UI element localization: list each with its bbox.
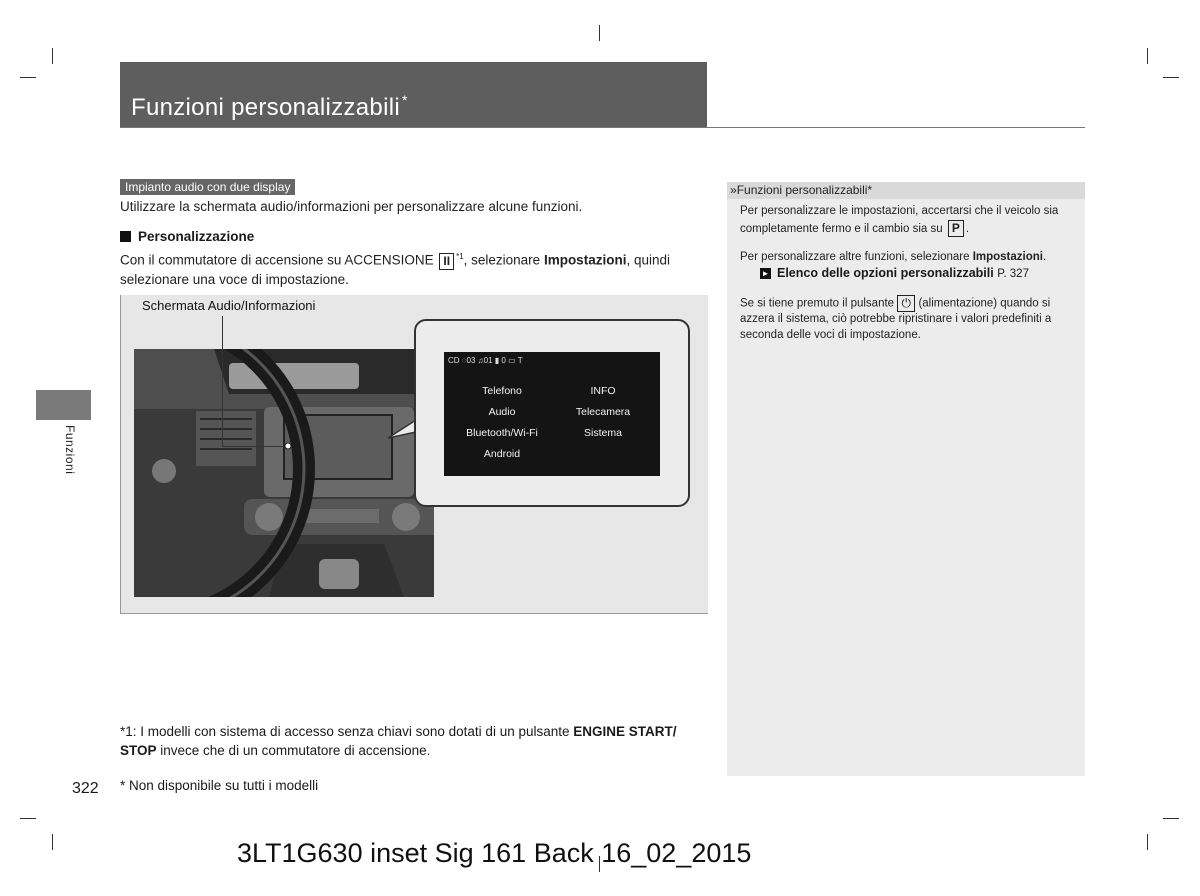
crop-mark [1163,818,1179,819]
crop-mark [52,48,53,64]
header-rule [120,127,1085,128]
leader-dot-icon [284,442,292,450]
crop-mark [1147,48,1148,64]
crop-mark [1163,77,1179,78]
menu-item-telecamera[interactable]: Telecamera [575,406,631,418]
sidebar-note-paragraph: Per personalizzare altre funzioni, selezionare Impostazioni. [740,251,1047,263]
sidebar-note-title: »Funzioni personalizzabili* [727,182,1085,199]
crop-mark [52,834,53,850]
callout-leader-line [222,316,223,446]
crop-mark [599,25,600,41]
menu-item-bluetooth[interactable]: Bluetooth/Wi-Fi [466,427,538,439]
bullet-square-icon [120,231,131,242]
figure-label: Schermata Audio/Informazioni [142,298,316,313]
cross-reference-link[interactable]: ► Elenco delle opzioni personalizzabili P. 327 [761,266,1029,280]
print-code: 3LT1G630 inset Sig 161 Back 16_02_2015 [237,838,752,868]
sidebar-note-paragraph: Se si tiene premuto il pulsante ⏻ (alimentazione) quando si azzera il sistema, ciò potrebbe ripristinare i valori predefiniti a seconda delle voci di impostazione. [740,296,1052,341]
crop-mark [1147,834,1148,850]
menu-item-audio[interactable]: Audio [488,406,516,418]
page-number: 322 [72,780,99,797]
screen-status-bar: CD ◌03 ♫01 ▮ 0 ▭ T [448,356,523,365]
section-tag: Impianto audio con due display [120,179,295,195]
double-chevron-icon: » [730,183,737,197]
park-key-symbol: P [948,220,964,237]
page-title: Funzioni personalizzabili * [131,92,408,121]
menu-item-telefono[interactable]: Telefono [482,385,522,397]
menu-item-info[interactable]: INFO [590,385,616,397]
crop-mark [20,818,36,819]
callout-leader-line [222,446,288,447]
footnote-availability: * Non disponibile su tutti i modelli [120,778,319,793]
crop-mark [20,77,36,78]
subheading: Personalizzazione [138,229,255,244]
menu-item-android[interactable]: Android [483,448,521,460]
sidebar-note-paragraph: Per personalizzare le impostazioni, accertarsi che il veicolo sia completamente fermo e il cambio sia su P . [740,205,1059,235]
power-icon: ⏻ [897,295,915,312]
intro-text: Utilizzare la schermata audio/informazioni per personalizzare alcune funzioni. [120,199,583,214]
footnote-1: *1: I modelli con sistema di accesso senza chiavi sono dotati di un pulsante ENGINE START/ STOP invece che di un commutatore di accensione. [120,724,677,758]
arrow-right-icon: ► [761,269,770,279]
instruction-text: Con il commutatore di accensione su ACCENSIONE II $^{*1}$, selezionare Impostazioni, quindi selezionare una voce di impostazione. [120,252,670,287]
chapter-label: Funzioni [63,425,77,475]
ignition-key-symbol: II [439,253,454,270]
menu-item-sistema[interactable]: Sistema [584,427,622,439]
chapter-tab [36,390,91,420]
